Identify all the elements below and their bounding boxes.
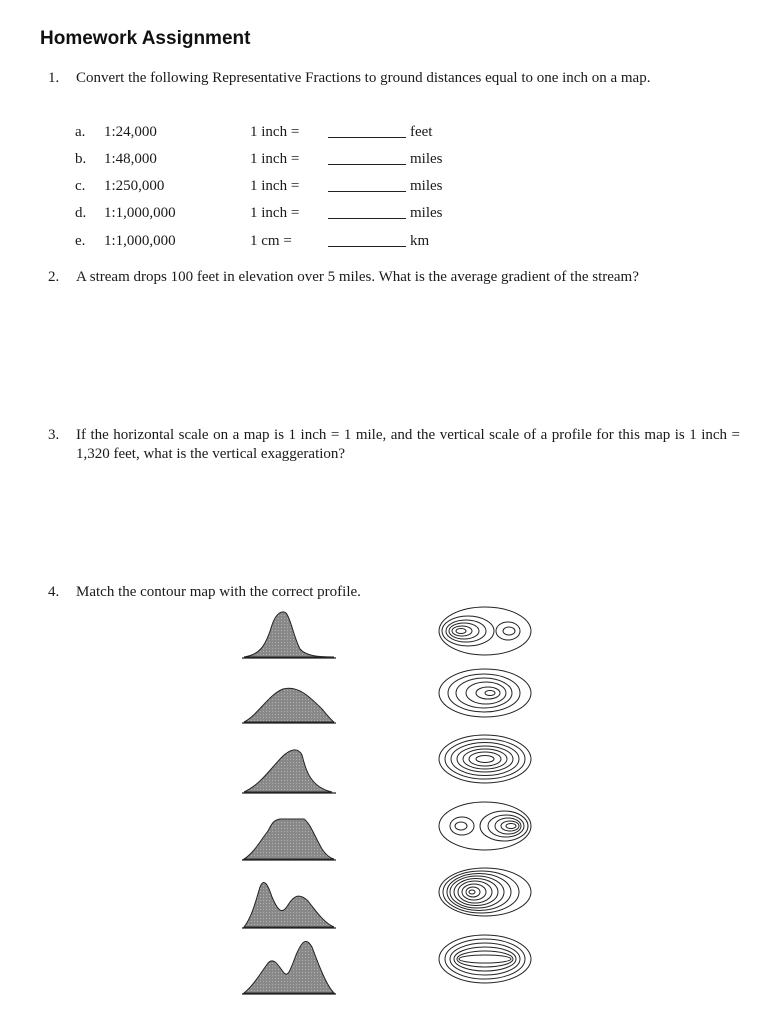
- question-text: A stream drops 100 feet in elevation over 5 miles. What is the average gradient of the stream?: [76, 269, 639, 285]
- profile-3: [244, 750, 332, 792]
- question-3: [48, 426, 740, 466]
- question-number: 4.: [48, 584, 60, 600]
- contour-map-4: [439, 802, 531, 850]
- question-number: 1.: [48, 70, 60, 86]
- answer-unit: miles: [410, 178, 443, 194]
- answer-unit: km: [410, 233, 430, 249]
- answer-unit: feet: [410, 124, 433, 140]
- profile-6: [244, 941, 334, 993]
- representative-fraction: 1:250,000: [104, 178, 165, 194]
- contour-map-5: [439, 868, 531, 916]
- question-number: 3.: [48, 427, 60, 443]
- question-text: Convert the following Representative Fractions to ground distances equal to one inch on a map.: [76, 70, 651, 86]
- answer-unit: miles: [410, 205, 443, 221]
- contour-map-1: [439, 607, 531, 655]
- item-letter: e.: [75, 233, 86, 249]
- conversion-row-e: [75, 233, 495, 253]
- question-text: If the horizontal scale on a map is 1 inch = 1 mile, and the vertical scale of a profile for this map is 1 inch = 1,320 feet, what is the vertical exaggeration?: [76, 427, 740, 462]
- conversion-row-b: [75, 151, 495, 171]
- question-text: Match the contour map with the correct profile.: [76, 584, 361, 600]
- profile-2: [244, 688, 334, 722]
- answer-unit: miles: [410, 151, 443, 167]
- question-number: 2.: [48, 269, 60, 285]
- question-1: [48, 69, 740, 109]
- contour-map-3: [439, 735, 531, 783]
- conversion-row-c: [75, 178, 495, 198]
- representative-fraction: 1:1,000,000: [104, 233, 176, 249]
- unit-equation: 1 inch =: [250, 178, 300, 194]
- representative-fraction: 1:48,000: [104, 151, 157, 167]
- unit-equation: 1 cm =: [250, 233, 292, 249]
- item-letter: d.: [75, 205, 87, 221]
- answer-blank[interactable]: [328, 137, 406, 138]
- representative-fraction: 1:1,000,000: [104, 205, 176, 221]
- page-title: Homework Assignment: [40, 28, 251, 49]
- question-2: [48, 268, 740, 290]
- item-letter: c.: [75, 178, 86, 194]
- answer-blank[interactable]: [328, 246, 406, 247]
- unit-equation: 1 inch =: [250, 124, 300, 140]
- conversion-row-a: [75, 124, 495, 144]
- representative-fraction: 1:24,000: [104, 124, 157, 140]
- item-letter: b.: [75, 151, 87, 167]
- answer-blank[interactable]: [328, 218, 406, 219]
- unit-equation: 1 inch =: [250, 205, 300, 221]
- answer-blank[interactable]: [328, 164, 406, 165]
- contour-map-6: [439, 935, 531, 983]
- contour-map-figures: [432, 605, 538, 1005]
- profile-5: [244, 882, 334, 927]
- contour-map-2: [439, 669, 531, 717]
- item-letter: a.: [75, 124, 86, 140]
- profile-4: [244, 819, 334, 859]
- unit-equation: 1 inch =: [250, 151, 300, 167]
- question-4: [48, 583, 740, 605]
- answer-blank[interactable]: [328, 191, 406, 192]
- profile-1: [244, 612, 334, 657]
- conversion-row-d: [75, 205, 495, 225]
- profile-figures: [238, 605, 344, 1005]
